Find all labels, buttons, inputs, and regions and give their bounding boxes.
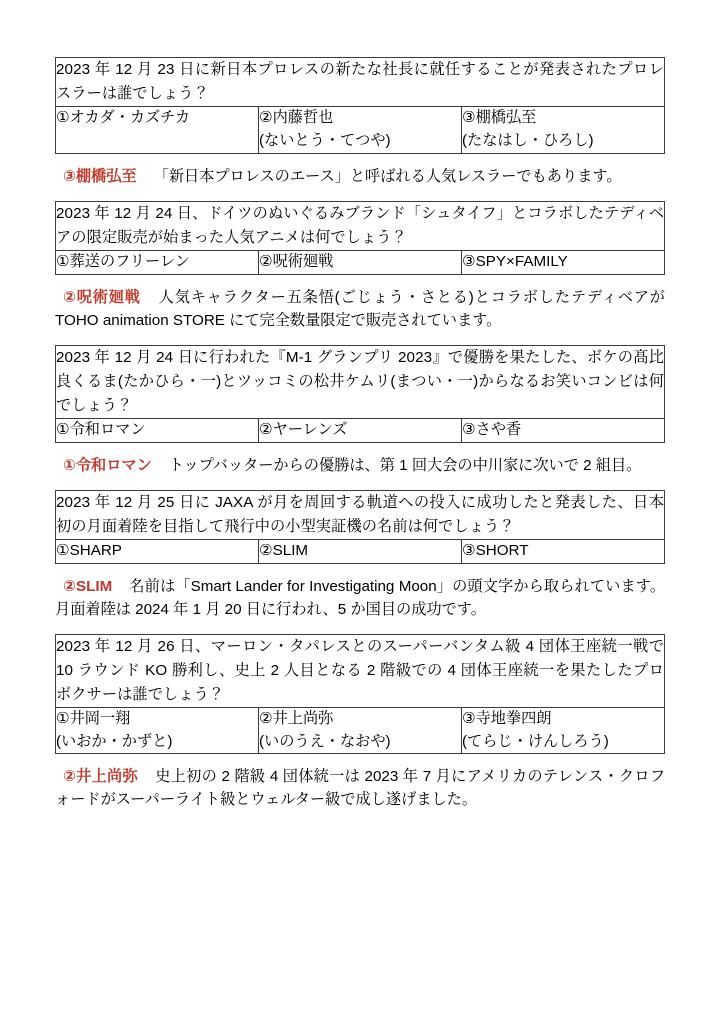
question-row [56,490,665,539]
question-row [56,58,665,107]
answer-row [55,154,665,201]
question-table [55,57,665,154]
choices-row [56,707,665,754]
choice-label: ②ヤーレンズ [259,420,348,438]
choices-row [56,539,665,563]
answer-explanation: 人気キャラクター五条悟(ごじょう・さとる)とコラボしたテディベアが TOHO animation STORE にて完全数量限定で販売されています。 [55,288,665,329]
choice-reading: (ないとう・てつや) [259,131,391,149]
answer-label: ②SLIM [63,577,113,595]
choice-label: ③棚橋弘至 [462,109,537,127]
choice-option-1[interactable] [56,539,259,563]
question-row [56,201,665,250]
choice-option-1[interactable] [56,250,259,274]
choice-option-2[interactable] [259,539,462,563]
question-text: 2023 年 12 月 26 日、マーロン・タパレスとのスーパーバンタム級 4 団体王座統一戦で 10 ラウンド KO 勝利し、史上 2 人目となる 2 階級での 4 団体王座統一を果たしたプロボクサーは誰でしょう？ [56,634,665,707]
choice-option-1[interactable] [56,707,259,754]
choice-label: ②内藤哲也 [259,109,334,127]
choice-option-3[interactable] [462,707,665,754]
choice-label: ③さや香 [462,420,522,438]
choice-label: ②井上尚弥 [259,709,334,727]
quiz-block [55,345,665,490]
question-table [55,634,665,755]
choice-label: ③寺地拳四朗 [462,709,552,727]
answer-explanation: 「新日本プロレスのエース」と呼ばれる人気レスラーでもあります。 [153,167,622,185]
question-table [55,490,665,564]
choice-option-3[interactable] [462,107,665,154]
choices-row [56,107,665,154]
choice-option-2[interactable] [259,707,462,754]
choices-row [56,418,665,442]
choice-label: ①SHARP [56,541,122,559]
choice-label: ①令和ロマン [56,420,146,438]
answer-row [55,564,665,634]
choice-reading: (いのうえ・なおや) [259,732,391,750]
question-table [55,201,665,275]
question-row [56,634,665,707]
choice-label: ①葬送のフリーレン [56,252,190,270]
quiz-block [55,201,665,345]
question-text: 2023 年 12 月 25 日に JAXA が月を周回する軌道への投入に成功したと発表した、日本初の月面着陸を目指して飛行中の小型実証機の名前は何でしょう？ [56,490,665,539]
choice-option-3[interactable] [462,250,665,274]
quiz-block [55,57,665,201]
answer-row [55,443,665,490]
answer-explanation: 名前は「Smart Lander for Investigating Moon」の頭文字から取られています。月面着陸は 2024 年 1 月 20 日に行われ、5 か国目の成功です。 [55,577,666,618]
choice-label: ①オカダ・カズチカ [56,109,191,127]
choice-label: ①井岡一翔 [56,709,131,727]
quiz-block [55,634,665,825]
choice-label: ②呪術廻戦 [259,252,334,270]
answer-label: ③棚橋弘至 [63,167,137,185]
answer-row [55,275,665,345]
quiz-block [55,490,665,634]
choice-option-1[interactable] [56,418,259,442]
question-table [55,345,665,443]
choice-option-2[interactable] [259,250,462,274]
choice-label: ③SPY×FAMILY [462,252,568,270]
choice-option-3[interactable] [462,539,665,563]
answer-explanation: トップバッターからの優勝は、第 1 回大会の中川家に次いで 2 組目。 [168,456,642,474]
choice-label: ②SLIM [259,541,309,559]
choice-reading: (てらじ・けんしろう) [462,732,609,750]
answer-label: ①令和ロマン [63,456,152,474]
choices-row [56,250,665,274]
choice-reading: (たなはし・ひろし) [462,131,594,149]
choice-option-3[interactable] [462,418,665,442]
question-row [56,345,665,418]
choice-option-2[interactable] [259,418,462,442]
choice-label: ③SHORT [462,541,529,559]
choice-reading: (いおか・かずと) [56,732,173,750]
question-text: 2023 年 12 月 24 日、ドイツのぬいぐるみブランド「シュタイフ」とコラボしたテディベアの限定販売が始まった人気アニメは何でしょう？ [56,201,665,250]
answer-explanation: 史上初の 2 階級 4 団体統一は 2023 年 7 月にアメリカのテレンス・クロフォードがスーパーライト級とウェルター級で成し遂げました。 [55,768,666,809]
question-text: 2023 年 12 月 24 日に行われた『M-1 グランプリ 2023』で優勝を果たした、ボケの髙比良くるま(たかひら・一)とツッコミの松井ケムリ(まつい・一)からなるお笑いコンビは何でしょう？ [56,345,665,418]
question-text: 2023 年 12 月 23 日に新日本プロレスの新たな社長に就任することが発表されたプロレスラーは誰でしょう？ [56,58,665,107]
choice-option-2[interactable] [259,107,462,154]
choice-option-1[interactable] [56,107,259,154]
answer-label: ②井上尚弥 [63,768,138,786]
answer-row [55,754,665,824]
answer-label: ②呪術廻戦 [63,288,141,306]
